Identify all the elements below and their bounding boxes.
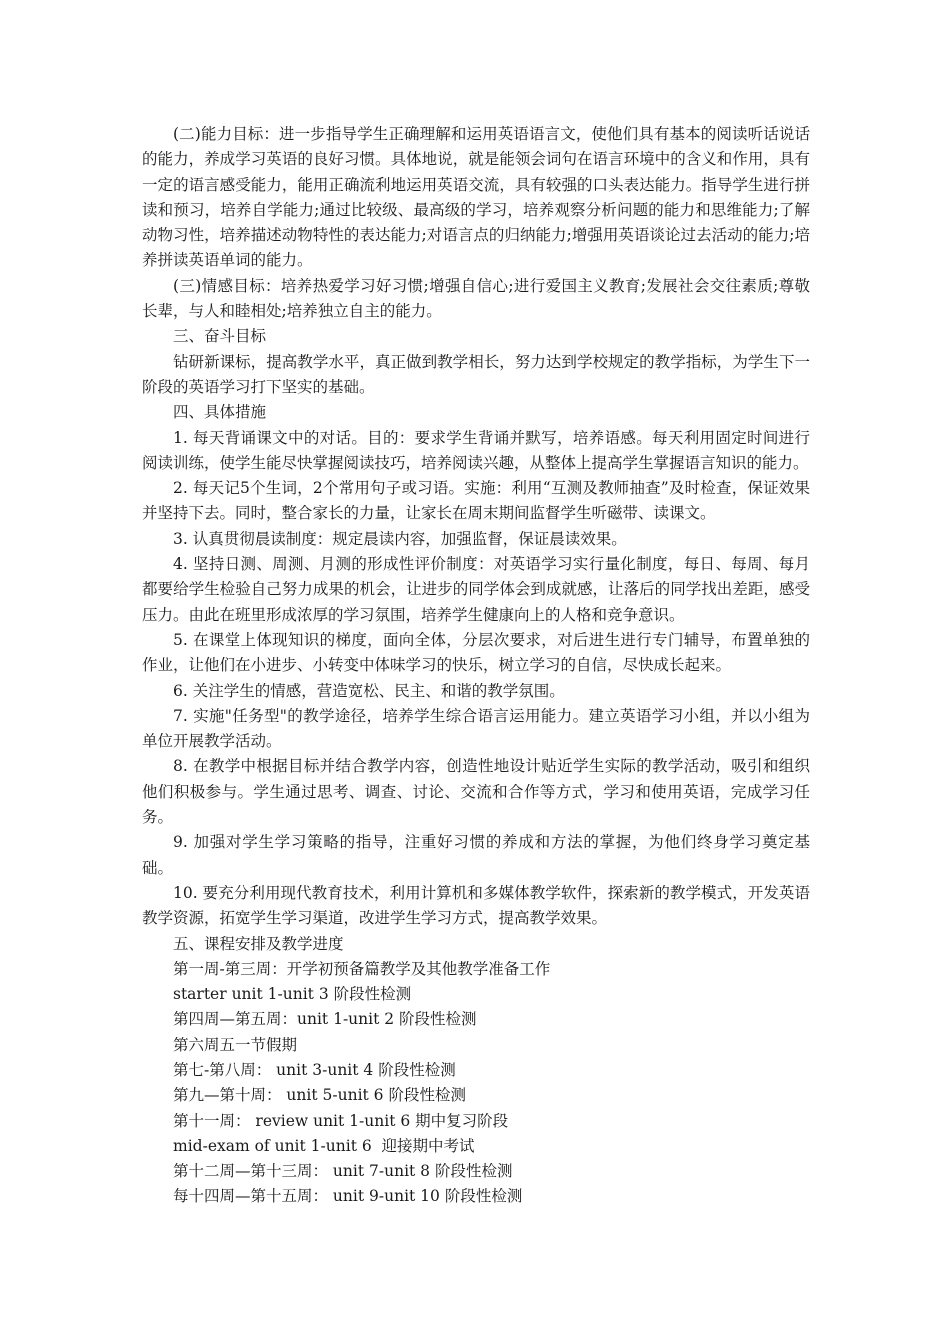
schedule-line: 第六周五一节假期 [173, 1035, 298, 1054]
goals-paragraph: 钻研新课标，提高教学水平，真正做到教学相长，努力达到学校规定的教学指标，为学生下一阶段的英语学习打下坚实的基础。 [142, 352, 810, 396]
schedule-line: 第九—第十周： unit 5-unit 6 阶段性检测 [173, 1086, 466, 1105]
measure-item-10: 10. 要充分利用现代教育技术，利用计算机和多媒体教学软件，探索新的教学模式，开发英语教学资源，拓宽学生学习渠道，改进学生学习方式，提高教学效果。 [142, 883, 810, 928]
measure-item-7: 7. 实施"任务型"的教学途径，培养学生综合语言运用能力。建立英语学习小组，并以小组为单位开展教学活动。 [142, 706, 810, 751]
measure-item-4: 4. 坚持日测、周测、月测的形成性评价制度：对英语学习实行量化制度，每日、每周、每月都要给学生检验自己努力成果的机会，让进步的同学体会到成就感，让落后的同学找出差距，感受压力。由此在班里形成浓厚的学习氛围，培养学生健康向上的人格和竞争意识。 [142, 555, 810, 624]
section-heading-measures: 四、具体措施 [173, 403, 267, 422]
schedule-line: 第一周-第三周：开学初预备篇教学及其他教学准备工作 [173, 959, 551, 978]
section-heading-goals: 三、奋斗目标 [173, 327, 267, 346]
schedule-line: 第十二周—第十三周： unit 7-unit 8 阶段性检测 [173, 1162, 513, 1181]
schedule-line: 第十一周： review unit 1-unit 6 期中复习阶段 [173, 1111, 509, 1130]
measure-item-8: 8. 在教学中根据目标并结合教学内容，创造性地设计贴近学生实际的教学活动，吸引和组织他们积极参与。学生通过思考、调查、讨论、交流和合作等方式，学习和使用英语，完成学习任务。 [142, 757, 810, 827]
measure-item-9: 9. 加强对学生学习策略的指导，注重好习惯的养成和方法的掌握，为他们终身学习奠定基础。 [142, 833, 810, 877]
schedule-line: 第七-第八周： unit 3-unit 4 阶段性检测 [173, 1060, 456, 1079]
section-heading-schedule: 五、课程安排及教学进度 [173, 934, 344, 953]
measure-item-2: 2. 每天记5个生词，2个常用句子或习语。实施：利用“互测及教师抽查”及时检查，保证效果并坚持下去。同时，整合家长的力量，让家长在周末期间监督学生听磁带、读课文。 [142, 479, 810, 523]
emotion-goals-paragraph: (三)情感目标：培养热爱学习好习惯;增强自信心;进行爱国主义教育;发展社会交往素质;尊敬长辈，与人和睦相处;培养独立自主的能力。 [142, 276, 810, 321]
schedule-line: mid-exam of unit 1-unit 6 迎接期中考试 [173, 1136, 475, 1155]
measure-item-1: 1. 每天背诵课文中的对话。目的：要求学生背诵并默写，培养语感。每天利用固定时间进行阅读训练，使学生能尽快掌握阅读技巧，培养阅读兴趣，从整体上提高学生掌握语言知识的能力。 [142, 428, 810, 472]
document-page [142, 122, 810, 1210]
measure-item-3: 3. 认真贯彻晨读制度：规定晨读内容，加强监督，保证晨读效果。 [173, 529, 627, 548]
schedule-line: 每十四周—第十五周： unit 9-unit 10 阶段性检测 [173, 1187, 523, 1206]
measure-item-5: 5. 在课堂上体现知识的梯度，面向全体，分层次要求，对后进生进行专门辅导，布置单独的作业，让他们在小进步、小转变中体味学习的快乐，树立学习的自信，尽快成长起来。 [142, 630, 810, 675]
measure-item-6: 6. 关注学生的情感，营造宽松、民主、和谐的教学氛围。 [173, 681, 565, 700]
ability-goals-paragraph: (二)能力目标：进一步指导学生正确理解和运用英语语言文，使他们具有基本的阅读听话说话的能力，养成学习英语的良好习惯。具体地说，就是能领会词句在语言环境中的含义和作用，具有一定的语言感受能力，能用正确流利地运用英语交流，具有较强的口头表达能力。指导学生进行拼读和预习，培养自学能力;通过比较级、最高级的学习，培养观察分析问题的能力和思维能力;了解动物习性，培养描述动物特性的表达能力;对语言点的归纳能力;增强用英语谈论过去活动的能力;培养拼读英语单词的能力。 [142, 125, 810, 270]
schedule-line: starter unit 1-unit 3 阶段性检测 [173, 985, 412, 1004]
schedule-line: 第四周—第五周：unit 1-unit 2 阶段性检测 [173, 1010, 477, 1029]
